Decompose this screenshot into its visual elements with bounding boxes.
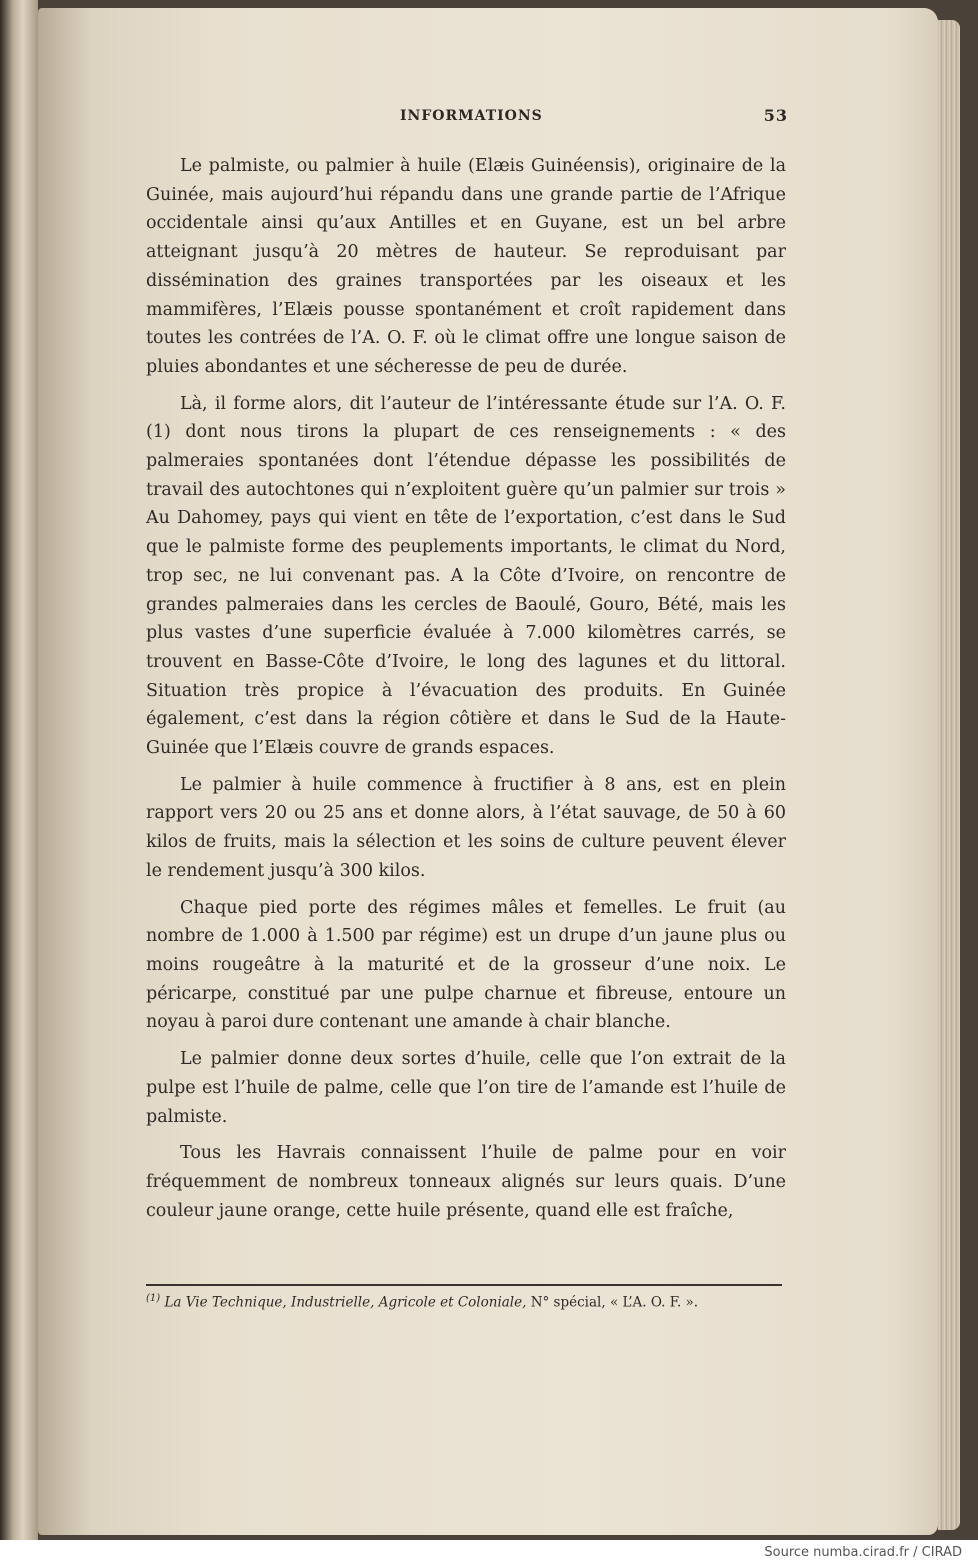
footnote-title: La Vie Technique, Industrielle, Agricole et Coloniale, bbox=[164, 1294, 527, 1311]
page-number: 53 bbox=[763, 106, 788, 125]
paragraph: Le palmiste, ou palmier à huile (Elæis Guinéensis), originaire de la Guinée, mais aujourd’hui répandu dans une grande partie de l’Afrique occidentale ainsi qu’aux Antilles et en Guyane, est un bel arbre atteignant jusqu’à 20 mètres de hauteur. Se reproduisant par dissémination des graines transportées par les oiseaux et les mammifères, l’Elæis pousse spontanément et croît rapidement dans toutes les contrées de l’A. O. F. où le climat offre une longue saison de pluies abondantes et une sécheresse de peu de durée. bbox=[146, 156, 786, 377]
body-text bbox=[146, 152, 786, 1225]
footnote-marker: (1) bbox=[146, 1293, 161, 1304]
footnote-rule bbox=[146, 1284, 782, 1286]
paragraph: Là, il forme alors, dit l’auteur de l’intéressante étude sur l’A. O. F. (1) dont nous tirons la plupart de ces renseignements : « des palmeraies spontanées dont l’étendue dépasse les possibilités de travail des autochtones qui n’exploitent guère qu’un palmier sur trois » Au Dahomey, pays qui vient en tête de l’exportation, c’est dans le Sud que le palmiste forme des peuplements importants, le climat du Nord, trop sec, ne lui convenant pas. A la Côte d’Ivoire, on rencontre de grandes palmeraies dans les cercles de Baoulé, Gouro, Bété, mais les plus vastes d’une superficie évaluée à 7.000 kilomètres carrés, se trouvent en Basse-Côte d’Ivoire, le long des lagunes et du littoral. Situation très propice à l’évacuation des produits. En Guinée également, c’est dans la région côtière et dans le Sud de la Haute-Guinée que l’Elæis couvre de grands espaces. bbox=[146, 393, 786, 759]
running-title: INFORMATIONS bbox=[400, 108, 543, 124]
paragraph: Le palmier donne deux sortes d’huile, celle que l’on extrait de la pulpe est l’huile de palme, celle que l’on tire de l’amande est l’huile de palmiste. bbox=[146, 1049, 786, 1127]
page-header bbox=[180, 108, 790, 128]
source-credit: Source numba.cirad.fr / CIRAD bbox=[764, 1545, 962, 1560]
paragraph: Tous les Havrais connaissent l’huile de palme pour en voir fréquemment de nombreux tonneaux alignés sur leurs quais. D’une couleur jaune orange, cette huile présente, quand elle est fraîche, bbox=[146, 1143, 786, 1221]
footnote-text: N° spécial, « L’A. O. F. ». bbox=[526, 1294, 699, 1311]
paragraph: Chaque pied porte des régimes mâles et femelles. Le fruit (au nombre de 1.000 à 1.500 par régime) est un drupe d’un jaune plus ou moins rougeâtre à la maturité et de la grosseur d’une noix. Le péricarpe, constitué par une pulpe charnue et fibreuse, entoure un noyau à paroi dure contenant une amande à chair blanche. bbox=[146, 897, 786, 1033]
footnote bbox=[146, 1290, 806, 1312]
page-edges bbox=[938, 20, 960, 1530]
paragraph: Le palmier à huile commence à fructifier à 8 ans, est en plein rapport vers 20 ou 25 ans et donne alors, à l’état sauvage, de 50 à 60 kilos de fruits, mais la sélection et les soins de culture peuvent élever le rendement jusqu’à 300 kilos. bbox=[146, 774, 786, 881]
book-gutter bbox=[0, 0, 38, 1540]
